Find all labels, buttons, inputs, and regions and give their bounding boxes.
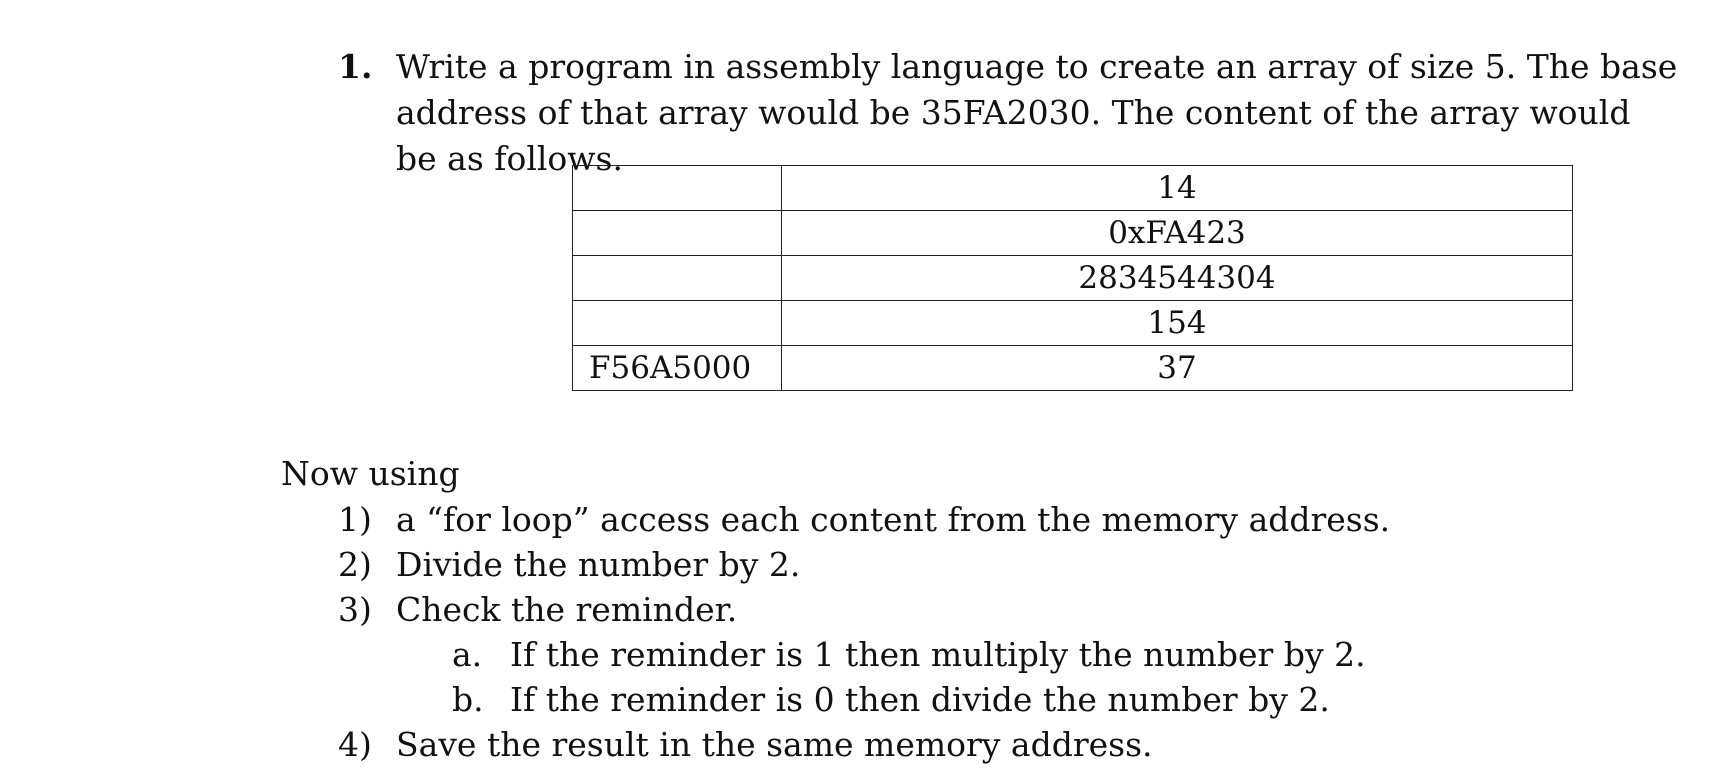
step-marker: 3): [338, 590, 372, 629]
question-block: [338, 44, 1678, 182]
address-cell: [573, 301, 782, 346]
list-item: [338, 587, 1390, 722]
list-item: [452, 677, 1390, 722]
address-cell: [573, 256, 782, 301]
list-item: [452, 632, 1390, 677]
address-cell: [573, 211, 782, 256]
table-row: [573, 211, 1573, 256]
address-cell: F56A5000: [573, 346, 782, 391]
value-cell: 154: [782, 301, 1573, 346]
address-cell: [573, 166, 782, 211]
table-row: [573, 301, 1573, 346]
step-marker: 2): [338, 545, 372, 584]
table-row: [573, 346, 1573, 391]
list-item: [338, 497, 1390, 542]
step-text: Divide the number by 2.: [396, 545, 801, 584]
value-cell: 37: [782, 346, 1573, 391]
sub-steps: [452, 632, 1390, 722]
substep-text: If the reminder is 0 then divide the number by 2.: [510, 680, 1330, 719]
question-text: Write a program in assembly language to create an array of size 5. The base address of that array would be 35FA2030. The content of the array would be as follows.: [396, 47, 1678, 178]
step-marker: 4): [338, 725, 372, 764]
substep-text: If the reminder is 1 then multiply the number by 2.: [510, 635, 1366, 674]
list-item: [338, 722, 1390, 767]
step-text: Check the reminder.: [396, 590, 738, 629]
value-cell: 2834544304: [782, 256, 1573, 301]
question-number: 1.: [338, 47, 373, 86]
instruction-steps: [338, 497, 1390, 767]
list-item: [338, 542, 1390, 587]
substep-marker: a.: [452, 635, 483, 674]
array-content-table: [572, 165, 1573, 391]
step-marker: 1): [338, 500, 372, 539]
table-row: [573, 166, 1573, 211]
table-row: [573, 256, 1573, 301]
value-cell: 0xFA423: [782, 211, 1573, 256]
substep-marker: b.: [452, 680, 484, 719]
step-text: Save the result in the same memory address.: [396, 725, 1153, 764]
step-text: a “for loop” access each content from the memory address.: [396, 500, 1391, 539]
value-cell: 14: [782, 166, 1573, 211]
instructions-intro: Now using: [281, 454, 460, 493]
